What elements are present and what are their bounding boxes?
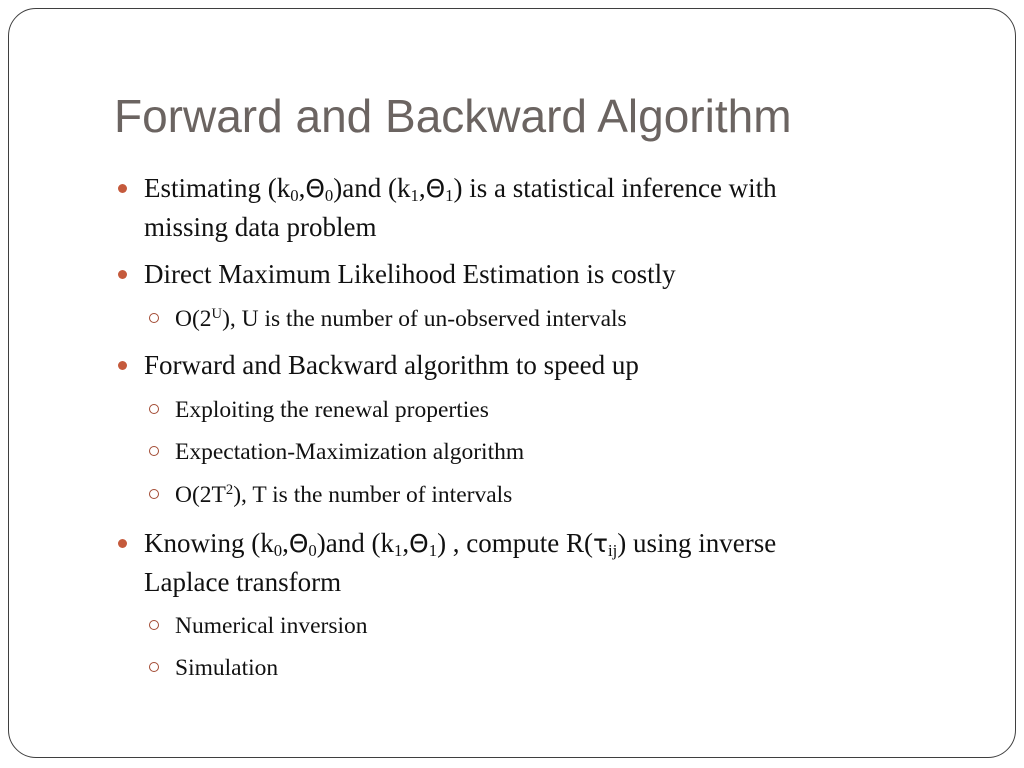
bullet-dot (118, 184, 127, 193)
bullet-estimating (144, 169, 944, 247)
sub-bullet-numerical-inversion: Numerical inversion (175, 611, 935, 641)
sub-bullet-ring (149, 446, 159, 456)
sub-bullet-complexity-u: $O(2^U)$, U is the number of un-observed intervals (175, 304, 935, 334)
bullet-line-continued: Laplace transform (144, 567, 342, 597)
bullet-direct-mle: Direct Maximum Likelihood Estimation is costly (144, 255, 944, 294)
bullet-forward-backward: Forward and Backward algorithm to speed up (144, 346, 944, 385)
bullet-dot (118, 539, 127, 548)
bullet-line: Knowing $(k_0,\Theta_0)and$ $(k_1,\Theta_1)$ , compute $R(\tau_{ij})$ using inverse (144, 528, 777, 561)
bullet-knowing (144, 524, 944, 602)
sub-bullet-renewal: Exploiting the renewal properties (175, 395, 935, 425)
sub-bullet-complexity-t: $O(2T^2)$, T is the number of intervals (175, 480, 935, 510)
sub-bullet-ring (149, 313, 159, 323)
bullet-dot (118, 270, 127, 279)
bullet-line: Estimating $(k_0,\Theta_0)and$ $(k_1,\Theta_1)$ is a statistical inference with (144, 173, 777, 206)
sub-bullet-simulation: Simulation (175, 653, 935, 683)
bullet-line-continued: missing data problem (144, 212, 377, 242)
sub-bullet-ring (149, 404, 159, 414)
sub-bullet-ring (149, 662, 159, 672)
bullet-dot (118, 361, 127, 370)
sub-bullet-ring (149, 620, 159, 630)
sub-bullet-em: Expectation-Maximization algorithm (175, 437, 935, 467)
slide-title: Forward and Backward Algorithm (114, 90, 792, 142)
sub-bullet-ring (149, 489, 159, 499)
